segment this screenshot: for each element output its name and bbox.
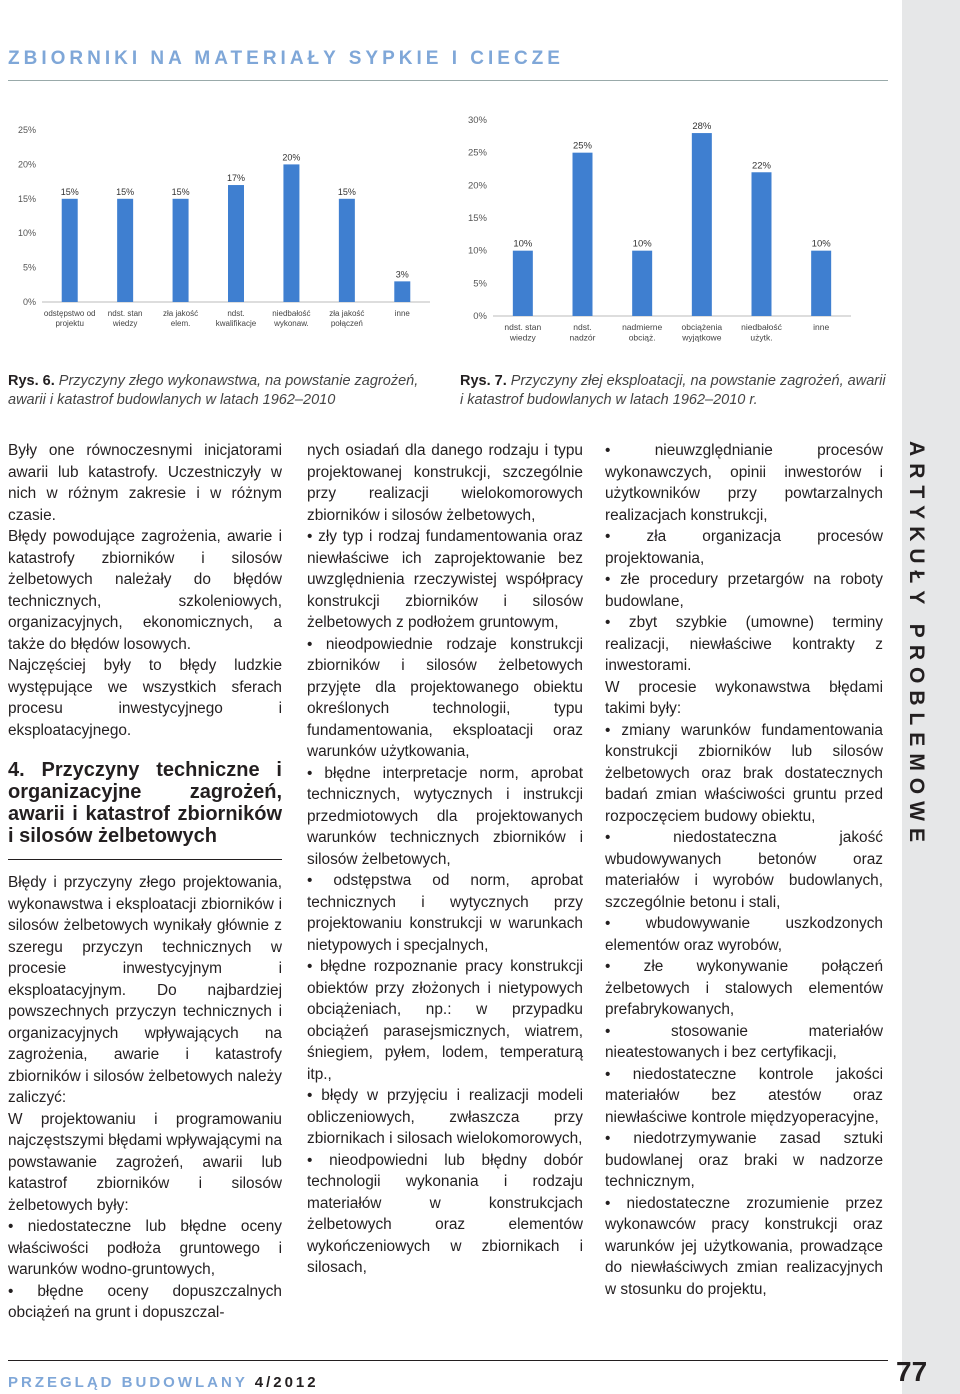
page-header-title: ZBIORNIKI NA MATERIAŁY SYPKIE I CIECZE — [8, 48, 564, 69]
bullet-item: • niedostateczne kontrole jakości materiałów bez atestów oraz niewłaściwe kontrole międzyoperacyjne, — [605, 1065, 883, 1126]
bar — [117, 199, 133, 302]
category-label-line: użytk. — [750, 332, 773, 343]
footer-journal — [8, 1374, 319, 1391]
y-tick-label: 20% — [17, 159, 36, 170]
category-label-line: ndst. — [227, 309, 245, 318]
y-tick-label: 25% — [17, 125, 36, 135]
bullet-item: • zmiany warunków fundamentowania konstrukcji zbiorników lub silosów żelbetowych oraz brak dostatecznych badań zmian właściwości gruntu przed rozpoczęciem budowy obiektu, — [605, 721, 883, 825]
paragraph: W projektowaniu i programowaniu najczęstszymi błędami wpływającymi na powstawanie zagrożeń, awarii lub katastrof zbiorników i silosów żelbetowych były: — [8, 1110, 282, 1214]
y-tick-label: 0% — [473, 311, 487, 322]
category-label — [163, 309, 198, 328]
category-label-line: kwalifikacje — [215, 319, 257, 328]
category-label-line: nadmierne — [622, 322, 663, 332]
bullet-item: • niedostateczne zrozumienie przez wykonawców pracy konstrukcji oraz warunków jej użytkowania, prowadzące do niewłaściwych zmian realizacyjnych w stosunku do projektu, — [605, 1194, 883, 1298]
bullet-item: • zła organizacja procesów projektowania, — [605, 528, 883, 567]
caption-fig7-text: Przyczyny złej eksploatacji, na powstanie zagrożeń, awarii i katastrof budowlanych w latach 1962–2010 r. — [460, 373, 886, 408]
paragraph: Błędy powodujące zagrożenia, awarie i katastrofy zbiorników i silosów żelbetowych należały do błędów technicznych, szkoleniowych, organizacyjnych, ekonomicznych, a także do błędów losowych. — [8, 528, 282, 653]
bar — [573, 153, 593, 316]
category-label — [813, 322, 829, 332]
paragraph: nych osiadań dla danego rodzaju i typu projektowanej konstrukcji, szczególnie przy realizacji wielokomorowych zbiorników i silosów żelbetowych, — [307, 442, 583, 524]
category-label-line: obciąż. — [628, 332, 656, 343]
category-label — [272, 309, 310, 328]
category-label-line: wiedzy — [509, 332, 536, 343]
bar-value-label: 15% — [337, 186, 356, 197]
journal-name: PRZEGLĄD BUDOWLANY — [8, 1374, 248, 1391]
bar-value-label: 17% — [226, 173, 246, 184]
bar — [339, 199, 355, 302]
chart-fig6 — [8, 118, 438, 343]
page-number: 77 — [896, 1356, 928, 1387]
column-3 — [605, 440, 883, 1300]
side-label-wrap — [896, 410, 936, 880]
category-label — [44, 309, 96, 328]
issue-number: 4/2012 — [254, 1374, 319, 1391]
y-tick-label: 20% — [467, 180, 487, 192]
caption-fig6-text: Przyczyny złego wykonawstwa, na powstanie zagrożeń, awarii i katastrof budowlanych w latach 1962–2010 — [8, 373, 419, 408]
header-rule — [8, 80, 888, 81]
y-tick-label: 5% — [22, 262, 36, 273]
column-1 — [8, 440, 282, 1324]
bullet-item: • stosowanie materiałów nieatestowanych i bez certyfikacji, — [605, 1022, 883, 1061]
bar-value-label: 25% — [572, 140, 593, 152]
y-tick-label: 10% — [17, 228, 36, 239]
bullet-item: • niedotrzymywanie zasad sztuki budowlanej oraz braki w nadzorze technicznym, — [605, 1130, 883, 1190]
bullet-item: • błędne oceny dopuszczalnych obciążeń na grunt i dopuszczal- — [8, 1282, 282, 1321]
bullet-item: • zły typ i rodzaj fundamentowania oraz niewłaściwe ich zaprojektowanie bez uwzględnienia rzeczywistej współpracy konstrukcji zbiorników i silosów żelbetowych z podłożem gruntowym, — [307, 528, 583, 631]
bullet-item: • nieodpowiednie rodzaje konstrukcji zbiorników i silosów żelbetowych przyjęte dla projektowanego obiektu określonych technologii, typu fundamentowania, eksploatacji oraz warunków użytkowania, — [307, 635, 583, 760]
footer-rule — [8, 1360, 888, 1361]
bullet-item: • złe wykonywanie połączeń żelbetowych i stalowych elementów prefabrykowanych, — [605, 958, 883, 1018]
chart-fig7 — [455, 108, 855, 356]
bar — [513, 251, 533, 316]
y-tick-label: 10% — [467, 245, 487, 257]
bar — [752, 172, 772, 316]
section-heading: 4. Przyczyny techniczne i organizacyjne zagrożeń, awarii i katastrof zbiorników i silosów żelbetowych — [8, 759, 282, 860]
y-tick-label: 5% — [473, 278, 487, 290]
paragraph: Były one równoczesnymi inicjatorami awarii lub katastrofy. Uczestniczyły w nich w różnym zakresie i w różnym czasie. — [8, 442, 282, 524]
category-label — [216, 309, 257, 328]
category-label — [622, 322, 662, 343]
category-label-line: inne — [813, 322, 830, 332]
bar-value-label: 3% — [395, 269, 409, 280]
category-label-line: wiedzy — [112, 319, 138, 328]
category-label-line: odstępstwo od — [43, 309, 96, 318]
y-tick-label: 0% — [22, 297, 36, 307]
bar — [811, 251, 831, 316]
bar-value-label: 20% — [282, 152, 301, 163]
category-label — [329, 309, 364, 328]
bullet-item: • złe procedury przetargów na roboty budowlane, — [605, 571, 883, 610]
category-label-line: zła jakość — [163, 309, 199, 318]
category-label-line: ndst. stan — [107, 309, 143, 318]
category-label — [681, 322, 722, 343]
bullet-item: • błędne interpretacje norm, aprobat technicznych, wytycznych i instrukcji przedmiotowych dla projektowanych warunków technicznych zbiorników i silosów żelbetowych, — [307, 764, 583, 868]
bar-value-label: 10% — [811, 238, 831, 250]
bar-value-label: 15% — [171, 186, 190, 197]
category-label-line: ndst. stan — [504, 322, 542, 332]
y-tick-label: 15% — [467, 213, 487, 224]
bullet-item: • zbyt szybkie (umowne) terminy realizacji, niewłaściwe kontrakty z inwestorami. — [605, 614, 883, 674]
bar-value-label: 28% — [692, 121, 712, 133]
category-label-line: zła jakość — [329, 309, 365, 318]
bullet-item: • odstępstwa od norm, aprobat technicznych i wytycznych przy projektowaniu konstrukcji w warunkach nietypowych i specjalnych, — [307, 872, 583, 954]
bullet-item: • niedostateczne lub błędne oceny właściwości podłoża gruntowego i warunków wodno-gruntowych, — [8, 1218, 282, 1278]
y-tick-label: 25% — [467, 147, 487, 159]
category-label-line: wyjątkowe — [682, 332, 722, 343]
caption-fig6-label: Rys. 6. — [8, 373, 55, 389]
paragraph: W procesie wykonawstwa błędami takimi były: — [605, 678, 883, 717]
category-label-line: obciążenia — [681, 322, 723, 332]
category-label — [570, 322, 596, 343]
bullet-item: • nieuwzględnianie procesów wykonawczych, opinii inwestorów i użytkowników przy powtarzalnych realizacjach konstrukcji, — [605, 442, 883, 524]
caption-fig6 — [8, 372, 428, 410]
bar — [394, 281, 410, 302]
bar — [692, 133, 712, 316]
bar-value-label: 10% — [513, 238, 533, 250]
category-label — [741, 322, 782, 343]
bar — [62, 199, 78, 302]
caption-fig7-label: Rys. 7. — [460, 373, 507, 389]
category-label-line: projektu — [55, 319, 84, 328]
category-label — [108, 309, 143, 328]
category-label-line: niedbałość — [272, 309, 311, 318]
bullet-item: • wbudowywanie uszkodzonych elementów oraz wyrobów, — [605, 915, 883, 954]
bar-value-label: 10% — [632, 238, 652, 250]
caption-fig7 — [460, 372, 890, 410]
bar — [283, 164, 299, 302]
bar — [632, 251, 652, 316]
category-label-line: inne — [394, 309, 410, 318]
category-label-line: nadzór — [569, 332, 596, 343]
bar-value-label: 15% — [60, 186, 79, 197]
bullet-item: • nieodpowiedni lub błędny dobór technologii wykonania i rodzaju materiałów w konstrukcjach żelbetowych oraz elementów wykończeniowych w zbiornikach i silosach, — [307, 1151, 583, 1276]
category-label-line: niedbałość — [741, 322, 782, 332]
paragraph: Błędy i przyczyny złego projektowania, wykonawstwa i eksploatacji zbiorników i silosów żelbetowych wynikały głównie z szeregu przyczyn technicznych w procesie inwestycyjnym i eksploatacyjnym. Do najbardziej powszechnych przyczyn technicznych i organizacyjnych wpływających na zagrożenia, awarie i katastrofy zbiorników i silosów żelbetowych należy zaliczyć: — [8, 874, 282, 1106]
bullet-item: • niedostateczna jakość wbudowywanych betonów oraz materiałów i wyrobów budowlanych, szczególnie betonu i stali, — [605, 829, 883, 911]
category-label — [395, 309, 411, 318]
bar — [228, 185, 244, 302]
category-label-line: połączeń — [330, 319, 363, 328]
column-2 — [307, 440, 583, 1279]
category-label-line: elem. — [170, 319, 191, 328]
category-label-line: wykonaw. — [274, 319, 309, 328]
y-tick-label: 15% — [17, 193, 36, 204]
bar-value-label: 22% — [751, 160, 772, 172]
category-label — [504, 322, 541, 343]
bar — [173, 199, 189, 302]
y-tick-label: 30% — [467, 115, 487, 126]
bar-value-label: 15% — [116, 186, 135, 197]
bullet-item: • błędne rozpoznanie pracy konstrukcji obiektów przy złożonych i nietypowych obciążeniach, np.: w przypadku obciążeń parasejsmicznych, wiatrem, śniegiem, pyłem, lodem, temperaturą itp., — [307, 958, 583, 1083]
category-label-line: ndst. — [573, 322, 592, 332]
paragraph: Najczęściej były to błędy ludzkie występujące we wszystkich sferach procesu inwestycyjnego i eksploatacyjnego. — [8, 657, 282, 739]
bullet-item: • błędy w przyjęciu i realizacji modeli obliczeniowych, zwłaszcza przy zbiornikach i silosach wielokomorowych, — [307, 1087, 583, 1147]
side-label: ARTYKUŁY PROBLEMOWE — [905, 441, 928, 849]
